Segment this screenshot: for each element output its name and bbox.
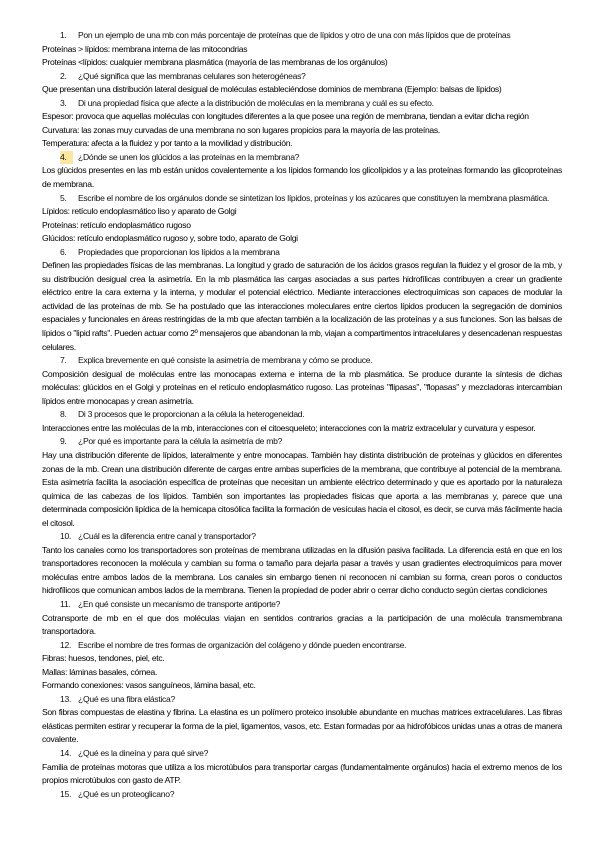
question-number: 5.	[60, 192, 67, 203]
question-number: 13.	[60, 693, 72, 704]
question	[42, 530, 562, 544]
answer-text: Formando conexiones: vasos sanguíneos, lámina basal, etc.	[42, 680, 256, 691]
question	[42, 693, 562, 707]
question-text: ¿Qué es un proteoglicano?	[78, 788, 175, 799]
question	[42, 97, 562, 111]
answer-text: Son fibras compuestas de elastina y fibrina. La elastina es un polímero proteico insoluble abundante en muchas matrices extracelulares. Las fibras elásticas permiten estirar y recuperar la forma de la piel, ligamentos, vasos, etc. Estan formadas por aa hidrofóbicos unidas unas a otras de manera covalente.	[42, 707, 562, 745]
answer-text: Glúcidos: retículo endoplasmático rugoso y, sobre todo, aparato de Golgi	[42, 233, 298, 244]
question	[42, 354, 562, 368]
question-text: Di una propiedad física que afecte a la distribución de moléculas en la membrana y cuál es su efecto.	[78, 97, 434, 108]
question-text: Explica brevemente en qué consiste la asimetría de membrana y cómo se produce.	[78, 355, 373, 366]
question-number: 15.	[60, 788, 72, 799]
question-number: 14.	[60, 747, 72, 758]
question	[42, 788, 562, 802]
question-text: ¿Dónde se unen los glúcidos a las proteínas en la membrana?	[78, 151, 300, 162]
question	[42, 598, 562, 612]
answer-text: Cotransporte de mb en el que dos moléculas viajan en sentidos contrarios gracias a la participación de una molécula transmembrana transportadora.	[42, 612, 562, 637]
question	[42, 246, 562, 260]
question	[42, 435, 562, 449]
question	[42, 151, 562, 165]
question	[42, 639, 562, 653]
question	[42, 29, 562, 43]
question-number: 6.	[60, 246, 67, 257]
document-page	[42, 29, 562, 801]
answer-text: Familia de proteínas motoras que utiliza a los microtúbulos para transportar cargas (fundamentalmente orgánulos) hacia el extremo menos de los propios microtúbulos con gasto de ATP.	[42, 761, 562, 786]
answer-text: Mallas: láminas basales, córnea.	[42, 666, 158, 677]
question-text: ¿Qué significa que las membranas celulares son heterogéneas?	[78, 70, 306, 81]
question-text: Pon un ejemplo de una mb con más porcentaje de proteínas que de lípidos y otro de una con más lípidos que de proteínas	[78, 30, 511, 40]
question-number: 10.	[60, 531, 72, 542]
answer-text: Proteínas > lípidos: membrana interna de las mitocondrias	[42, 43, 248, 54]
question	[42, 192, 562, 206]
question-number: 1.	[60, 30, 67, 40]
answer-text: Interacciones entre las moléculas de la mb, interacciones con el citoesqueleto; interacciones con la matriz extracelular y curvatura y espesor.	[42, 422, 536, 433]
question-text: Escribe el nombre de tres formas de organización del colágeno y dónde pueden encontrarse.	[78, 639, 407, 650]
question-text: Propiedades que proporcionan los lípidos a la membrana	[78, 246, 280, 257]
answer-text: Definen las propiedades físicas de las membranas. La longitud y grado de saturación de los ácidos grasos regulan la fluidez y el grosor de la mb, y su distribución desigual crea la asimetría. En la mb plasmática las cargas asociadas a sus partes hidrofílicas contribuyen a crear un gradiente eléctrico entre la cara externa y la interna, y modular el potencial eléctrico. Mediante interacciones electroquímicas son capaces de modular la actividad de las proteínas de mb. Se ha postulado que las interacciones moleculares entre ciertos lípidos producen la segregación de dominios espaciales y funcionales en áreas restringidas de la mb que afectan también a la localización de las proteínas y a sus funciones. Son las balsas de lípidos o "lipid rafts". Pueden actuar como 2º mensajeros que abandonan la mb, viajan a compartimentos intracelulares y desencadenan respuestas celulares.	[42, 260, 563, 352]
question-text: ¿Qué es una fibra elástica?	[78, 693, 175, 704]
question-number: 4.	[60, 151, 73, 165]
answer-text: Tanto los canales como los transportadores son proteínas de membrana utilizadas en la difusión pasiva facilitada. La diferencia está en que en los transportadores reconocen la molécula y cambian su forma o tamaño para dejarla pasar a través y usan gradientes electroquímicos para mover moléculas entre ambos lados de la membrana. Los canales sin embargo tienen ni reconocen ni cambian su forma, crean poros o conductos hidrofílicos que comunican ambos lados de la membrana. Tienen la propiedad de poder abrir o cerrar dicho conducto según ciertas condiciones	[42, 544, 562, 596]
question-text: Di 3 procesos que le proporcionan a la célula la heterogeneidad.	[78, 409, 305, 420]
question-number: 12.	[60, 639, 72, 650]
question-text: ¿Por qué es importante para la célula la asimetría de mb?	[78, 436, 283, 447]
question	[42, 408, 562, 422]
answer-text: Composición desigual de moléculas entre las monocapas externa e interna de la mb plasmática. Se produce durante la síntesis de dichas moléculas: glúcidos en el Golgi y proteínas en el retículo endoplasmático rugoso. Las proteínas "flipasas", "flopasas" y mezcladoras intercambian lípidos entre monocapas y crean asimetría.	[42, 368, 562, 406]
answer-text: Espesor: provoca que aquellas moléculas con longitudes diferentes a la que posee una región de membrana, tiendan a evitar dicha región	[42, 111, 529, 122]
question-number: 2.	[60, 70, 67, 81]
question-text: Escribe el nombre de los orgánulos donde se sintetizan los lípidos, proteínas y los azúcares que constituyen la membrana plasmática.	[78, 192, 550, 203]
answer-text: Que presentan una distribución lateral desigual de moléculas estableciéndose dominios de membrana (Ejemplo: balsas de lípidos)	[42, 84, 502, 95]
answer-text: Curvatura: las zonas muy curvadas de una membrana no son lugares propicios para la mayoría de las proteínas.	[42, 124, 440, 135]
answer-text: Proteínas: retículo endoplasmático rugoso	[42, 219, 191, 230]
question-text: ¿Cuál es la diferencia entre canal y transportador?	[78, 531, 256, 542]
question-number: 9.	[60, 436, 67, 447]
question-text: ¿En qué consiste un mecanismo de transporte antiporte?	[78, 598, 281, 609]
answer-text: Los glúcidos presentes en las mb están unidos covalentemente a los lípidos formando los glicolípidos y a las proteínas formando las glicoproteínas de membrana.	[42, 165, 562, 190]
question-number: 7.	[60, 355, 67, 366]
question-number: 8.	[60, 409, 67, 420]
question	[42, 70, 562, 84]
answer-text: Temperatura: afecta a la fluidez y por tanto a la movilidad y distribución.	[42, 138, 293, 149]
answer-text: Hay una distribución diferente de lípidos, lateralmente y entre monocapas. También hay distinta distribución de proteínas y glúcidos en diferentes zonas de la mb. Crean una distribución diferente de cargas entre ambas superficies de la membrana, que contribuye al potencial de la membrana. Esta asimetría facilita la asociación específica de proteínas que necesitan un ambiente eléctrico determinado y que es aportado por la naturaleza química de las cabezas de los lípidos. También son importantes las propiedades físicas que aporta a las membranas y, parece que una determinada composición lipídica de la hemicapa citosólica facilita la formación de vesículas hacia el citosol, es decir, se curva más fácilmente hacia el citosol.	[42, 449, 562, 528]
answer-text: Proteínas <lípidos: cualquier membrana plasmática (mayoría de las membranas de los orgánulos)	[42, 57, 388, 68]
question-text: ¿Qué es la dineína y para qué sirve?	[78, 747, 209, 758]
answer-text: Fibras: huesos, tendones, piel, etc.	[42, 653, 165, 664]
question	[42, 747, 562, 761]
question-number: 11.	[60, 598, 71, 609]
question-number: 3.	[60, 97, 67, 108]
answer-text: Lípidos: retículo endoplasmático liso y aparato de Golgi	[42, 206, 237, 217]
